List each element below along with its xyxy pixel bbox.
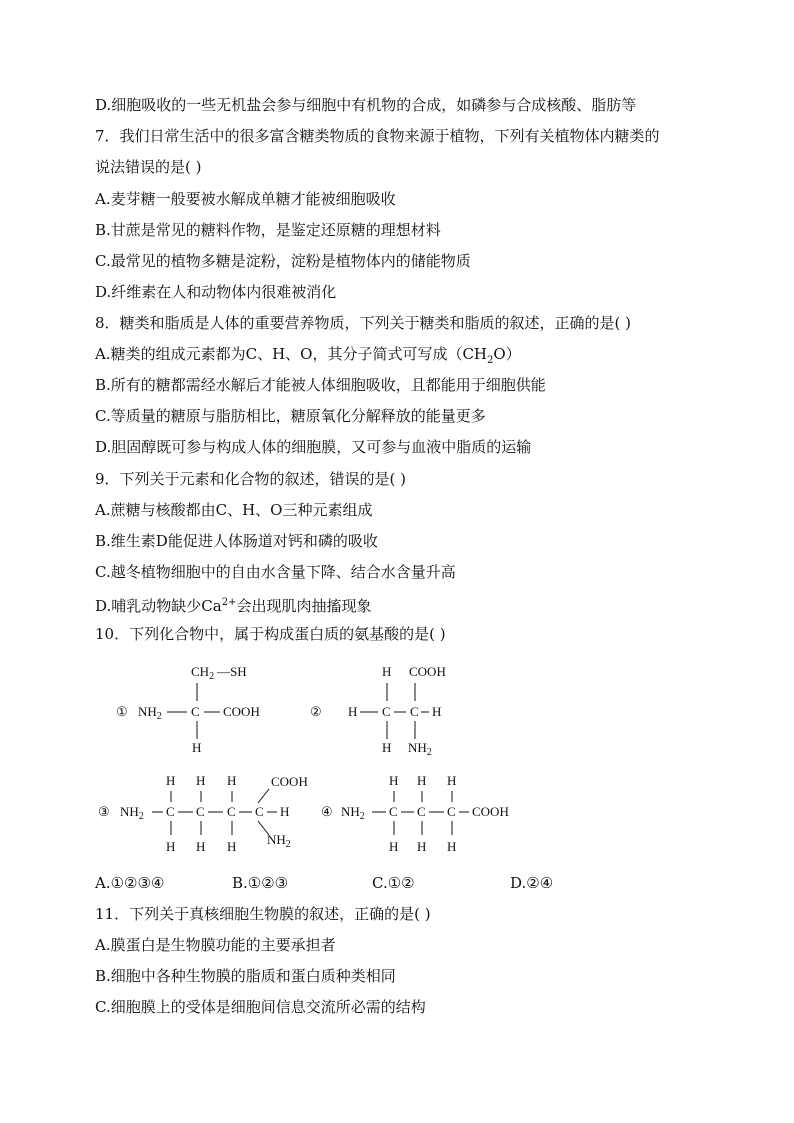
q11-stem: 11．下列关于真核细胞生物膜的叙述，正确的是( )	[95, 905, 431, 923]
q8a-text-tail: O）	[493, 345, 521, 363]
q9-option-d	[95, 593, 371, 616]
q10-option-a: A.①②③④	[95, 874, 165, 892]
formula-4-h-bot3: H	[447, 839, 457, 854]
q11-option-c: C.细胞膜上的受体是细胞间信息交流所必需的结构	[95, 998, 426, 1016]
q7-option-a: A.麦芽糖一般要被水解成单糖才能被细胞吸收	[95, 190, 396, 208]
q9d-superscript: 2+	[221, 597, 237, 608]
formula-3-left: $NH_2$	[120, 804, 144, 822]
formula-1-center: C	[191, 704, 200, 719]
formula-2-right: H	[432, 704, 442, 719]
formula-4-h-bot1: H	[389, 839, 399, 854]
q10-option-d: D.②④	[510, 874, 554, 892]
formula-4-h-top2: H	[417, 773, 427, 788]
formula-4-number: ④	[321, 804, 333, 819]
formula-2-c2: C	[410, 704, 419, 719]
q9-stem: 9．下列关于元素和化合物的叙述，错误的是( )	[95, 470, 407, 488]
formula-2-top1: H	[382, 664, 392, 679]
q10-option-c: C.①②	[372, 874, 415, 892]
formula-4-c2: C	[417, 804, 426, 819]
formula-2	[310, 664, 446, 758]
q7-option-d: D.纤维素在人和动物体内很难被消化	[95, 283, 337, 301]
formula-3-c2: C	[196, 804, 205, 819]
formula-1-right: COOH	[223, 704, 260, 719]
formula-4-c3: C	[447, 804, 456, 819]
formula-1-bottom: H	[192, 740, 202, 755]
q7-stem-line2: 说法错误的是( )	[95, 158, 202, 176]
q9-option-b: B.维生素D能促进人体肠道对钙和磷的吸收	[95, 532, 378, 550]
formula-1-number: ①	[116, 704, 128, 719]
formula-2-top2: COOH	[409, 664, 446, 679]
q8a-text: A.糖类的组成元素都为C、H、O，其分子简式可写成（CH	[95, 345, 488, 363]
q6-option-d: D.细胞吸收的一些无机盐会参与细胞中有机物的合成，如磷参与合成核酸、脂肪等	[95, 96, 637, 114]
formula-4-h-top1: H	[389, 773, 399, 788]
formula-3-h-top3: H	[227, 773, 237, 788]
formula-3-h-bot1: H	[166, 839, 176, 854]
formula-1	[116, 664, 260, 755]
q8a-subscript: 2	[487, 355, 494, 366]
bond	[258, 789, 269, 803]
q8-option-c: C.等质量的糖原与脂肪相比，糖原氧化分解释放的能量更多	[95, 407, 486, 425]
formula-3-cooh: COOH	[271, 774, 308, 789]
formula-3-h-bot2: H	[196, 839, 206, 854]
formula-2-number: ②	[310, 704, 322, 719]
formula-3-h-top2: H	[196, 773, 206, 788]
formula-3-number: ③	[98, 804, 110, 819]
q8-stem: 8．糖类和脂质是人体的重要营养物质，下列关于糖类和脂质的叙述，正确的是( )	[95, 314, 632, 332]
q7-option-b: B.甘蔗是常见的糖料作物，是鉴定还原糖的理想材料	[95, 221, 441, 239]
q7-stem-line1: 7．我们日常生活中的很多富含糖类物质的食物来源于植物，下列有关植物体内糖类的	[95, 127, 660, 145]
q11-option-a: A.膜蛋白是生物膜功能的主要承担者	[95, 936, 336, 954]
q8-option-a	[95, 344, 521, 371]
formula-3-h-right: H	[280, 804, 290, 819]
formula-3	[98, 773, 308, 854]
formula-1-top: $CH_2$ —SH	[191, 664, 247, 682]
formula-4-h-top3: H	[447, 773, 457, 788]
q7-option-c: C.最常见的植物多糖是淀粉，淀粉是植物体内的储能物质	[95, 252, 471, 270]
formula-3-c1: C	[166, 804, 175, 819]
formula-3-nh2: $NH_2$	[267, 832, 291, 850]
formula-4-c1: C	[389, 804, 398, 819]
formula-4-left: $NH_2$	[341, 804, 365, 822]
formula-4-h-bot2: H	[417, 839, 427, 854]
q9-option-c: C.越冬植物细胞中的自由水含量下降、结合水含量升高	[95, 563, 456, 581]
formula-3-h-bot3: H	[227, 839, 237, 854]
formula-2-bot1: H	[382, 740, 392, 755]
formula-2-bot2: $NH_2$	[408, 740, 432, 758]
q8-option-d: D.胆固醇既可参与构成人体的细胞膜，又可参与血液中脂质的运输	[95, 438, 532, 456]
q11-option-b: B.细胞中各种生物膜的脂质和蛋白质种类相同	[95, 967, 396, 985]
q10-option-b: B.①②③	[232, 874, 289, 892]
formula-3-c4: C	[255, 804, 264, 819]
formula-3-c3: C	[227, 804, 236, 819]
formula-4-cooh: COOH	[472, 804, 509, 819]
q8-option-b: B.所有的糖都需经水解后才能被人体细胞吸收，且都能用于细胞供能	[95, 376, 546, 394]
formula-1-left: $NH_2$	[138, 704, 162, 722]
structural-formulas	[0, 655, 794, 875]
q10-stem: 10．下列化合物中，属于构成蛋白质的氨基酸的是( )	[95, 625, 446, 643]
formula-4	[321, 773, 509, 854]
formula-3-h-top1: H	[166, 773, 176, 788]
formula-2-left: H	[348, 704, 358, 719]
q9d-text: D.哺乳动物缺少Ca	[95, 597, 222, 615]
formula-2-c1: C	[382, 704, 391, 719]
q9d-text-tail: 会出现肌肉抽搐现象	[236, 597, 372, 615]
q9-option-a: A.蔗糖与核酸都由C、H、O三种元素组成	[95, 501, 373, 519]
